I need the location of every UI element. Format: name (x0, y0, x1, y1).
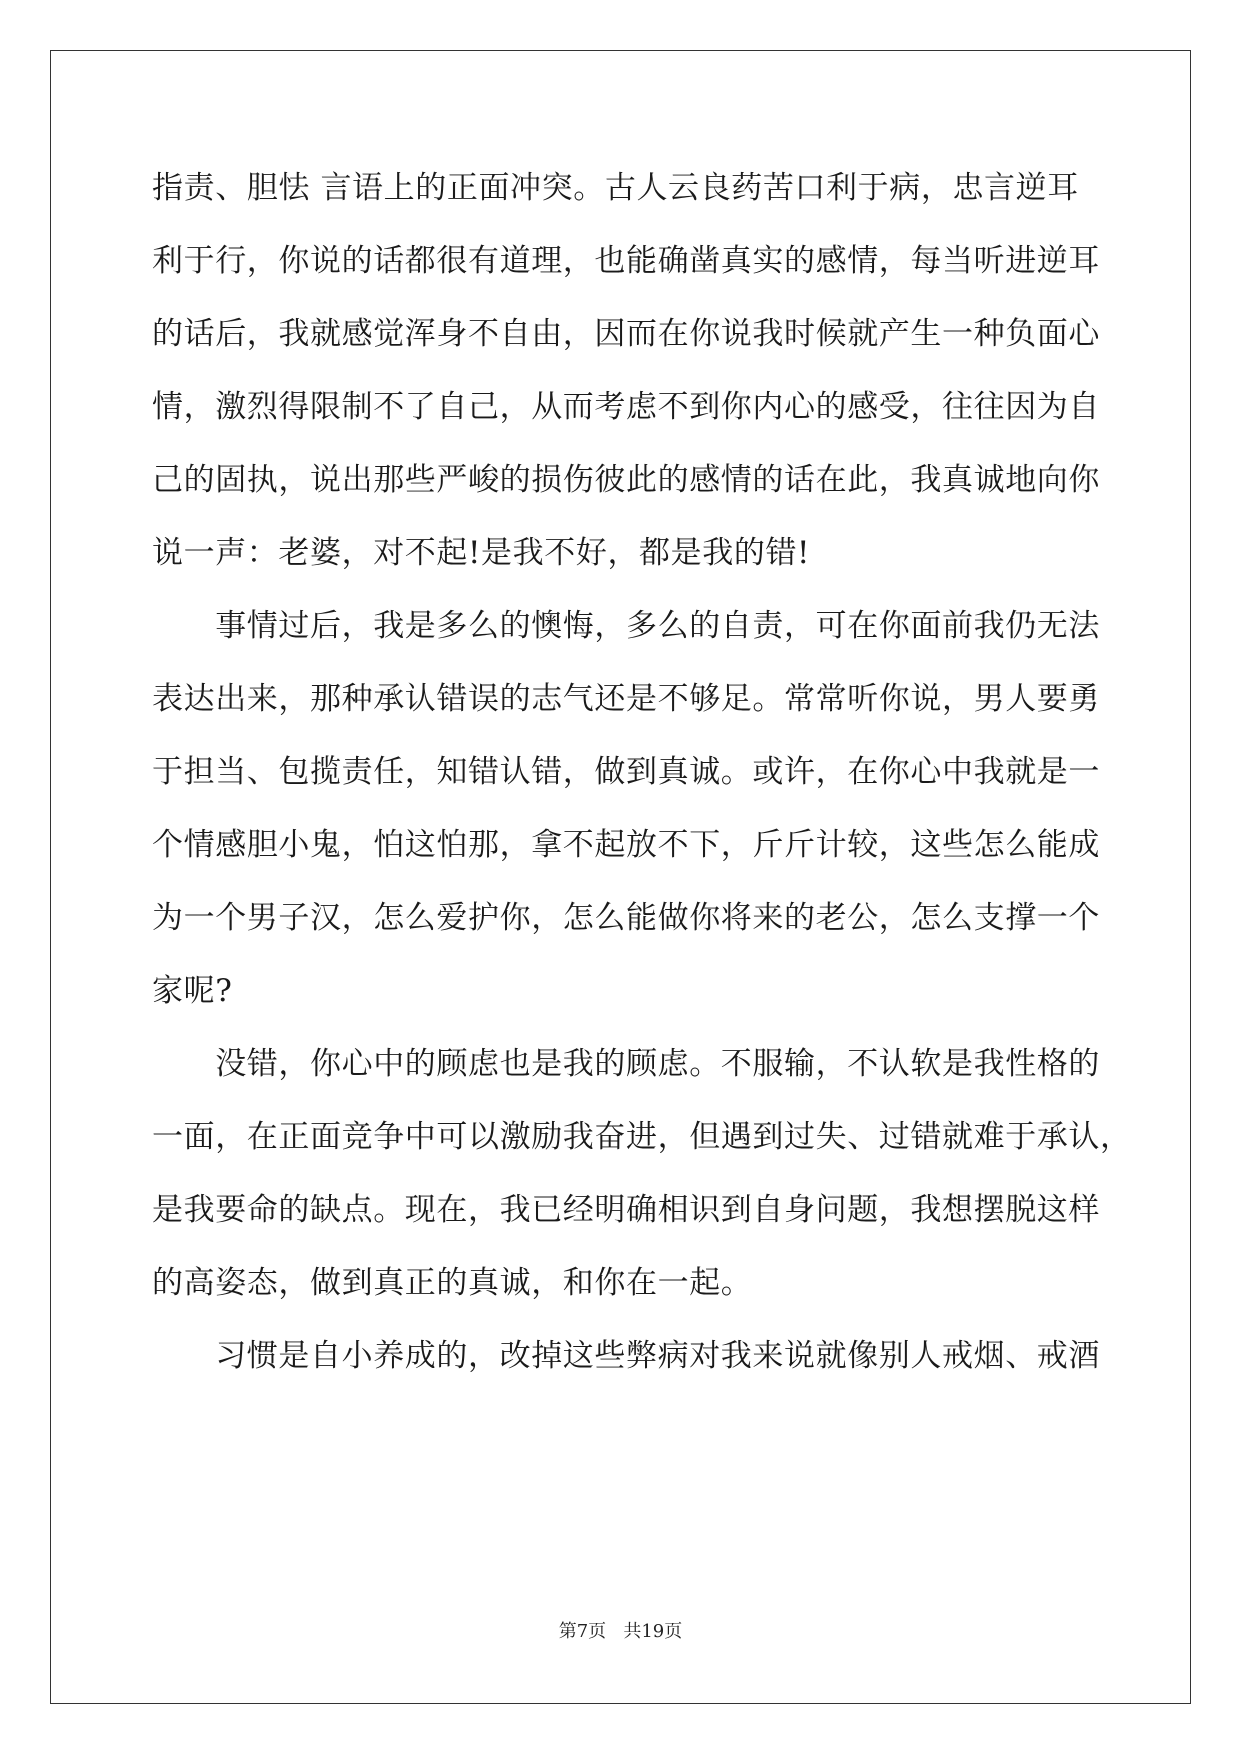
text-line: 家呢? (152, 973, 233, 1009)
text-line: 是我要命的缺点。现在，我已经明确相识到自身问题，我想摆脱这样 (152, 1192, 1100, 1228)
text-line: 事情过后，我是多么的懊悔，多么的自责，可在你面前我仍无法 (152, 608, 1100, 644)
text-line: 指责、胆怯 言语上的正面冲突。古人云良药苦口利于病，忠言逆耳 (152, 170, 1079, 206)
text-line: 习惯是自小养成的，改掉这些弊病对我来说就像别人戒烟、戒酒 (152, 1338, 1100, 1374)
text-line: 一面，在正面竞争中可以激励我奋进，但遇到过失、过错就难于承认， (152, 1119, 1132, 1155)
text-line: 情，激烈得限制不了自己，从而考虑不到你内心的感受，往往因为自 (152, 389, 1100, 425)
text-line: 为一个男子汉，怎么爱护你，怎么能做你将来的老公，怎么支撑一个 (152, 900, 1100, 936)
text-line: 的高姿态，做到真正的真诚，和你在一起。 (152, 1265, 753, 1301)
text-line: 于担当、包揽责任，知错认错，做到真诚。或许，在你心中我就是一 (152, 754, 1100, 790)
text-line: 个情感胆小鬼，怕这怕那，拿不起放不下，斤斤计较，这些怎么能成 (152, 827, 1100, 863)
text-line: 没错，你心中的顾虑也是我的顾虑。不服输，不认软是我性格的 (152, 1046, 1100, 1082)
text-line: 说一声：老婆，对不起!是我不好，都是我的错! (152, 535, 811, 571)
text-line: 的话后，我就感觉浑身不自由，因而在你说我时候就产生一种负面心 (152, 316, 1100, 352)
text-line: 利于行，你说的话都很有道理，也能确凿真实的感情，每当听进逆耳 (152, 243, 1100, 279)
text-line: 己的固执，说出那些严峻的损伤彼此的感情的话在此，我真诚地向你 (152, 462, 1100, 498)
page-border (50, 50, 1191, 1704)
text-line: 表达出来，那种承认错误的志气还是不够足。常常听你说，男人要勇 (152, 681, 1100, 717)
page-number-footer: 第7页 共19页 (558, 1621, 683, 1642)
